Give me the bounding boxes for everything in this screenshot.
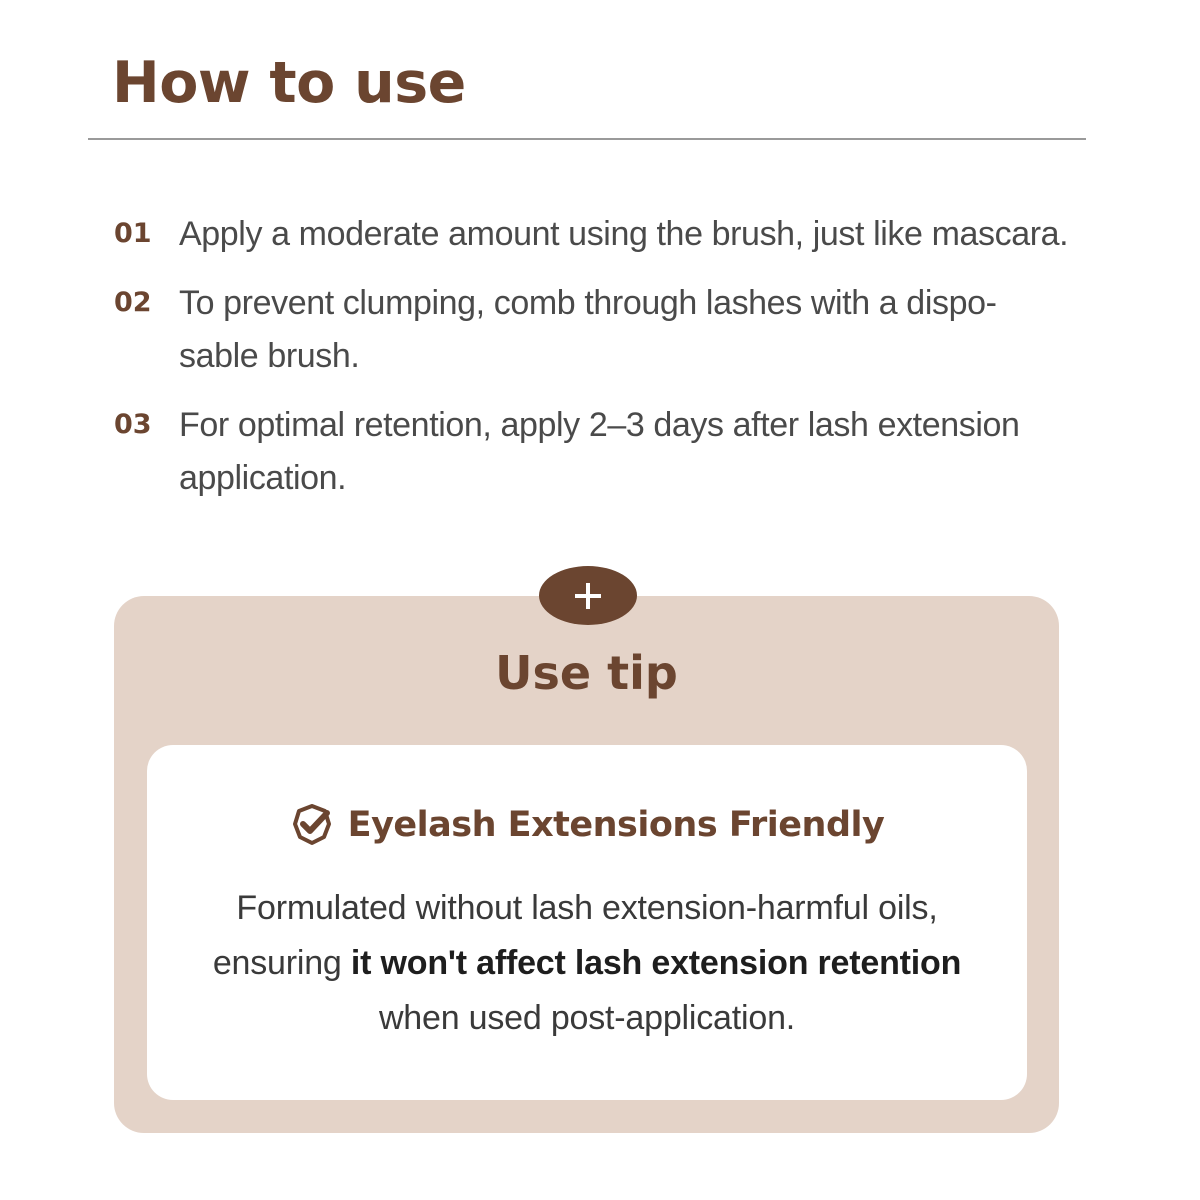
step-number: 02	[114, 287, 152, 318]
desc-line-1: Formulated without lash extension-harmful oils,	[236, 889, 938, 927]
feature-description	[147, 881, 1027, 1046]
step-number: 01	[114, 218, 152, 249]
step-text: To prevent clumping, comb through lashes with a dispo- sable brush.	[179, 284, 997, 375]
step-item	[114, 399, 1100, 505]
use-tip-title: Use tip	[495, 646, 678, 700]
feature-heading	[147, 803, 1027, 847]
usage-steps	[114, 208, 1100, 505]
tip-content-panel	[147, 745, 1027, 1100]
check-badge-icon	[290, 803, 334, 847]
plus-icon	[573, 581, 603, 611]
step-item	[114, 277, 1100, 383]
desc-line-2-text: ensuring	[212, 944, 351, 982]
step-item	[114, 208, 1100, 261]
page-title: How to use	[112, 50, 466, 116]
desc-highlight: it won't affect lash extension retention	[350, 944, 962, 982]
title-divider	[88, 138, 1086, 140]
step-text: Apply a moderate amount using the brush, just like mascara.	[179, 215, 1069, 253]
desc-line-2	[147, 936, 1027, 991]
feature-title: Eyelash Extensions Friendly	[347, 805, 885, 845]
plus-badge	[539, 566, 637, 625]
desc-line-3: when used post-application.	[378, 999, 796, 1037]
step-text: For optimal retention, apply 2–3 days after lash extension application.	[179, 406, 1020, 497]
step-number: 03	[114, 409, 152, 440]
